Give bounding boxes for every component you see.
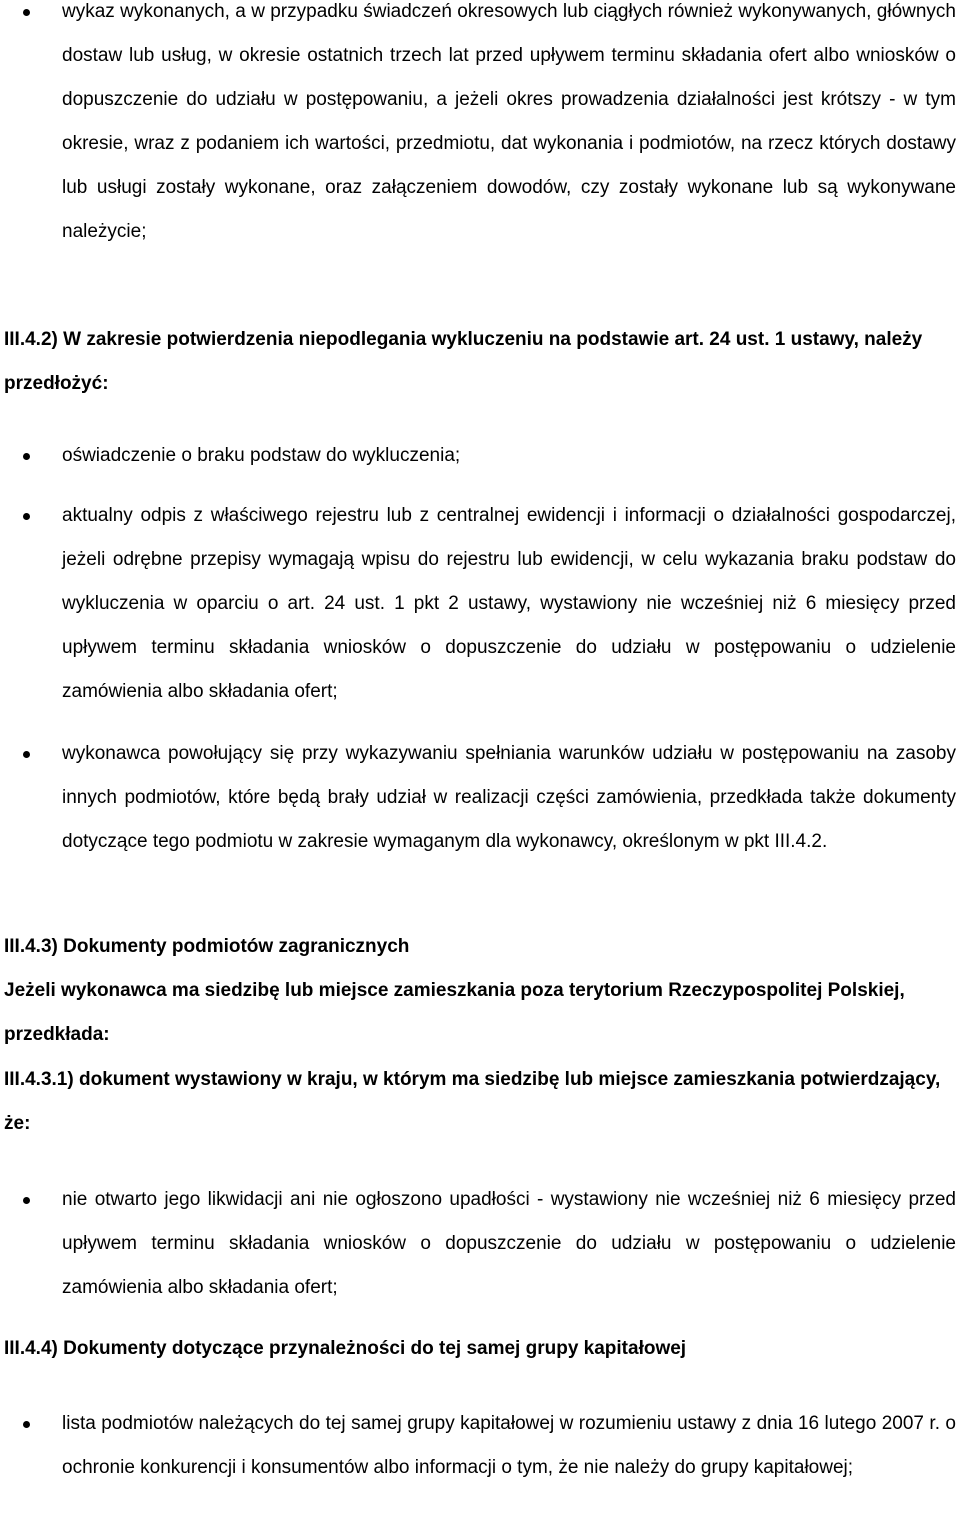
list-item-text: nie otwarto jego likwidacji ani nie ogłoszono upadłości - wystawiony nie wcześniej niż 6 miesięcy przed upływem terminu składania wniosków o dopuszczenie do udziału w postępowaniu o udzielenie zamówienia albo składania ofert; [62, 1189, 956, 1298]
section-heading [0, 969, 960, 1057]
bullet-icon [23, 453, 30, 460]
bullet-icon [23, 751, 30, 758]
section-heading [0, 925, 960, 969]
section-heading-text: III.4.3.1) dokument wystawiony w kraju, w którym ma siedzibę lub miejsce zamieszkania potwierdzający, że: [4, 1069, 941, 1134]
list-item [0, 1402, 960, 1490]
section-heading-text: III.4.3) Dokumenty podmiotów zagranicznych [4, 936, 410, 957]
list-item [0, 494, 960, 714]
list-item-text: lista podmiotów należących do tej samej grupy kapitałowej w rozumieniu ustawy z dnia 16 lutego 2007 r. o ochronie konkurencji i konsumentów albo informacji o tym, że nie należy do grupy kapitałowej; [62, 1413, 956, 1478]
bullet-icon [23, 9, 30, 16]
list-item-text: wykaz wykonanych, a w przypadku świadczeń okresowych lub ciągłych również wykonywanych, głównych dostaw lub usług, w okresie ostatnich trzech lat przed upływem terminu składania ofert albo wniosków o dopuszczenie do udziału w postępowaniu, a jeżeli okres prowadzenia działalności jest krótszy - w tym okresie, wraz z podaniem ich wartości, przedmiotu, dat wykonania i podmiotów, na rzecz których dostawy lub usługi zostały wykonane, oraz załączeniem dowodów, czy zostały wykonane lub są wykonywane należycie; [62, 1, 956, 242]
list-item [0, 732, 960, 864]
list-item-text: aktualny odpis z właściwego rejestru lub z centralnej ewidencji i informacji o działalności gospodarczej, jeżeli odrębne przepisy wymagają wpisu do rejestru lub ewidencji, w celu wykazania braku podstaw do wykluczenia w oparciu o art. 24 ust. 1 pkt 2 ustawy, wystawiony nie wcześniej niż 6 miesięcy przed upływem terminu składania wniosków o dopuszczenie do udziału w postępowaniu o udzielenie zamówienia albo składania ofert; [62, 505, 956, 702]
section-heading [0, 1327, 960, 1371]
list-item [0, 0, 960, 254]
section-heading [0, 1058, 960, 1146]
section-heading-text: III.4.2) W zakresie potwierdzenia niepodlegania wykluczeniu na podstawie art. 24 ust. 1 ustawy, należy przedłożyć: [4, 329, 923, 394]
section-heading-text: Jeżeli wykonawca ma siedzibę lub miejsce zamieszkania poza terytorium Rzeczypospolitej Polskiej, przedkłada: [4, 980, 905, 1045]
list-item-text: oświadczenie o braku podstaw do wykluczenia; [62, 445, 461, 466]
list-item [0, 434, 960, 478]
section-heading [0, 318, 960, 406]
bullet-icon [23, 1421, 30, 1428]
list-item-text: wykonawca powołujący się przy wykazywaniu spełniania warunków udziału w postępowaniu na zasoby innych podmiotów, które będą brały udział w realizacji części zamówienia, przedkłada także dokumenty dotyczące tego podmiotu w zakresie wymaganym dla wykonawcy, określonym w pkt III.4.2. [62, 743, 956, 852]
bullet-icon [23, 513, 30, 520]
bullet-icon [23, 1197, 30, 1204]
list-item [0, 1178, 960, 1310]
section-heading-text: III.4.4) Dokumenty dotyczące przynależności do tej samej grupy kapitałowej [4, 1338, 687, 1359]
